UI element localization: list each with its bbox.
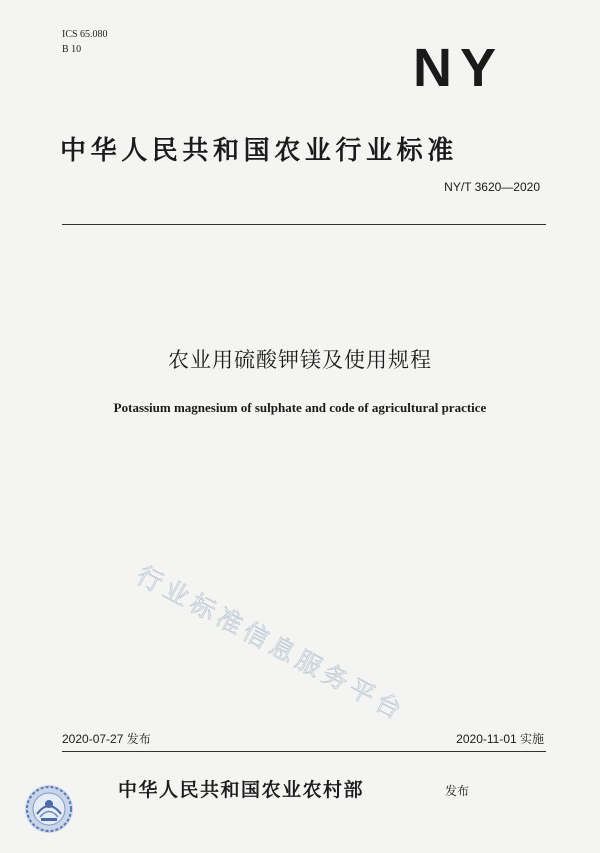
classification-block — [62, 27, 108, 57]
ministry-emblem-icon — [24, 784, 74, 834]
issue-date: 2020-07-27 发布 — [62, 732, 151, 746]
top-divider — [62, 224, 546, 225]
document-title-cn: 农业用硫酸钾镁及使用规程 — [168, 348, 432, 372]
bottom-divider — [62, 751, 546, 752]
issuer-name: 中华人民共和国农业农村部 — [118, 779, 365, 801]
ny-logo: NY — [412, 38, 504, 98]
issuer-suffix: 发布 — [445, 784, 470, 798]
class-code: B 10 — [62, 44, 82, 55]
watermark-text: 行业标准信息服务平台 — [132, 560, 411, 727]
implementation-date: 2020-11-01 实施 — [456, 732, 544, 746]
standard-type-title: 中华人民共和国农业行业标准 — [60, 136, 458, 166]
document-title-en: Potassium magnesium of sulphate and code of agricultural practice — [113, 400, 487, 415]
ics-code: ICS 65.080 — [62, 29, 108, 40]
standard-number: NY/T 3620—2020 — [444, 180, 540, 194]
